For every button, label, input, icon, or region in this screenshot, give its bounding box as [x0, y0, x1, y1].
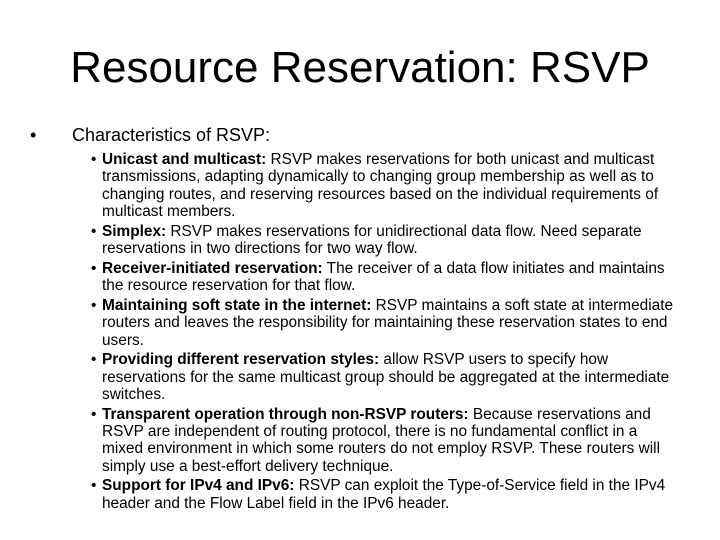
- characteristics-list: [80, 151, 680, 514]
- item-body: RSVP can exploit the Type-of-Service field in the IPv4 header and the Flow Label field in the IPv6 header.: [102, 477, 666, 512]
- item-heading: Providing different reservation styles:: [102, 351, 380, 369]
- item-heading: Unicast and multicast:: [102, 151, 267, 168]
- list-item: [80, 351, 680, 403]
- item-body: RSVP maintains a soft state at intermediate routers and leaves the responsibility for maintaining these reservation states to end users.: [102, 296, 674, 349]
- bullet-marker: •: [91, 477, 97, 495]
- list-item: [80, 151, 680, 221]
- item-heading: Maintaining soft state in the internet:: [102, 296, 372, 314]
- item-body: The receiver of a data flow initiates and maintains the resource reservation for that flow.: [102, 259, 665, 295]
- bullet-marker: •: [91, 296, 97, 314]
- list-item: [80, 223, 680, 258]
- item-body: RSVP makes reservations for both unicast and multicast transmissions, adapting dynamically to changing group membership as well as to changing routes, and reserving resources based on the individual requirements of multicast members.: [102, 151, 659, 221]
- item-heading: Transparent operation through non-RSVP routers:: [102, 405, 469, 423]
- list-item: [80, 477, 680, 512]
- bullet-marker: •: [91, 351, 97, 369]
- item-body: allow RSVP users to specify how reservations for the same multicast group should be aggregated at the intermediate switches.: [102, 351, 670, 404]
- bullet-marker: •: [91, 151, 97, 168]
- item-heading: Simplex:: [102, 222, 167, 240]
- bullet-marker: •: [91, 259, 97, 277]
- slide-title: Resource Reservation: RSVP: [70, 43, 650, 92]
- item-heading: Support for IPv4 and IPv6:: [102, 477, 295, 495]
- list-item: [80, 297, 680, 349]
- list-item: [80, 260, 680, 295]
- main-bullet: [30, 124, 710, 146]
- bullet-marker: •: [91, 405, 97, 423]
- main-bullet-text: Characteristics of RSVP:: [72, 125, 271, 145]
- list-item: [80, 406, 680, 476]
- item-body: Because reservations and RSVP are independent of routing protocol, there is no fundamental conflict in a mixed environment in which some routers do not employ RSVP. These routers will simply use a best-effort delivery technique.: [102, 405, 661, 475]
- item-heading: Receiver-initiated reservation:: [102, 259, 323, 277]
- bullet-marker: •: [91, 222, 97, 240]
- item-body: RSVP makes reservations for unidirectional data flow. Need separate reservations in two directions for two way flow.: [102, 222, 642, 258]
- bullet-marker: •: [30, 125, 37, 145]
